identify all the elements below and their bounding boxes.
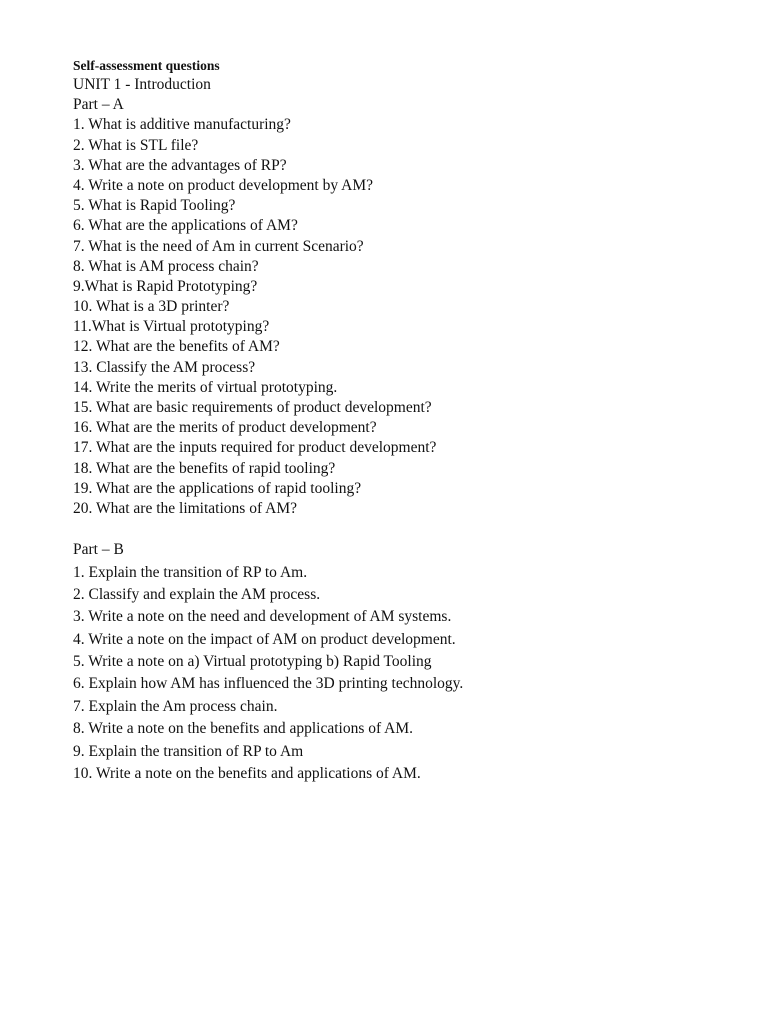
question-item: 15. What are basic requirements of product development? <box>73 399 432 416</box>
question-item: 8. What is AM process chain? <box>73 257 259 275</box>
question-item: 4. Write a note on the impact of AM on product development. <box>73 630 456 648</box>
question-item: 1. Explain the transition of RP to Am. <box>73 563 308 581</box>
question-item: 6. What are the applications of AM? <box>73 217 298 235</box>
question-item: 7. What is the need of Am in current Scenario? <box>73 237 364 255</box>
document-heading: Self-assessment questions <box>73 58 220 73</box>
part-b-title: Part – B <box>73 541 124 559</box>
document-page <box>73 57 753 785</box>
question-item: 2. What is STL file? <box>73 136 199 154</box>
question-item: 5. What is Rapid Tooling? <box>73 197 236 215</box>
part-a-section <box>73 95 753 519</box>
question-item: 5. Write a note on a) Virtual prototyping b) Rapid Tooling <box>73 653 432 671</box>
question-item: 19. What are the applications of rapid tooling? <box>73 479 362 497</box>
question-item: 14. Write the merits of virtual prototyping. <box>73 378 338 396</box>
question-item: 1. What is additive manufacturing? <box>73 116 291 134</box>
question-item: 16. What are the merits of product development? <box>73 419 377 437</box>
question-item: 9.What is Rapid Prototyping? <box>73 277 258 295</box>
part-b-question-list <box>73 562 753 786</box>
question-item: 9. Explain the transition of RP to Am <box>73 742 304 760</box>
unit-title: UNIT 1 - Introduction <box>73 76 211 93</box>
question-item: 11.What is Virtual prototyping? <box>73 318 270 336</box>
question-item: 2. Classify and explain the AM process. <box>73 585 321 603</box>
question-item: 4. Write a note on product development by AM? <box>73 176 373 194</box>
question-item: 6. Explain how AM has influenced the 3D printing technology. <box>73 675 464 693</box>
part-b-section <box>73 539 753 785</box>
question-item: 3. What are the advantages of RP? <box>73 156 287 174</box>
question-item: 8. Write a note on the benefits and applications of AM. <box>73 720 414 738</box>
question-item: 17. What are the inputs required for product development? <box>73 439 437 457</box>
question-item: 12. What are the benefits of AM? <box>73 338 280 356</box>
question-item: 13. Classify the AM process? <box>73 358 256 376</box>
question-item: 3. Write a note on the need and development of AM systems. <box>73 608 452 626</box>
question-item: 20. What are the limitations of AM? <box>73 499 297 517</box>
question-item: 10. What is a 3D printer? <box>73 298 230 316</box>
question-item: 7. Explain the Am process chain. <box>73 697 278 715</box>
part-a-title: Part – A <box>73 96 124 114</box>
question-item: 10. Write a note on the benefits and applications of AM. <box>73 765 421 783</box>
part-a-question-list <box>73 115 753 519</box>
question-item: 18. What are the benefits of rapid tooling? <box>73 459 336 477</box>
